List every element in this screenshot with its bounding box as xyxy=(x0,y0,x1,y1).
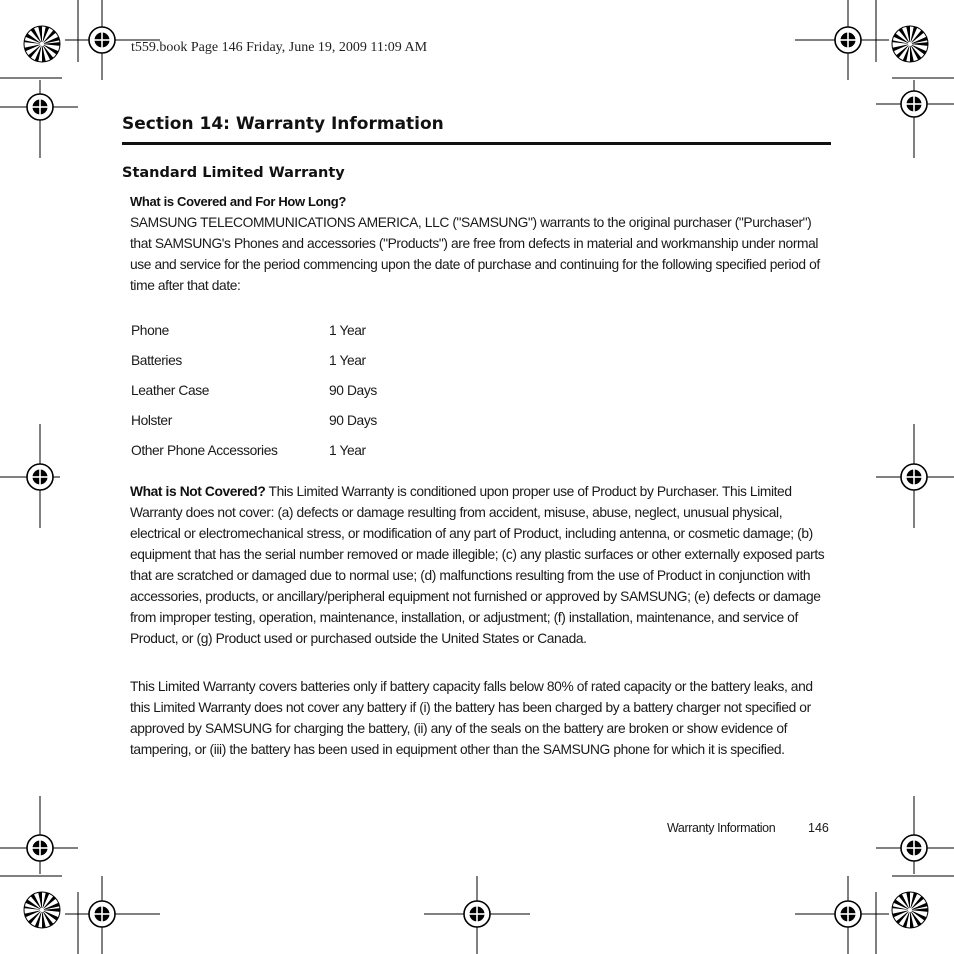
registration-mark-icon xyxy=(835,27,861,53)
table-row xyxy=(131,436,461,466)
table-item: Holster xyxy=(131,413,172,428)
footer-section-label: Warranty Information xyxy=(667,821,776,835)
table-item: Leather Case xyxy=(131,383,210,398)
not-covered-body: This Limited Warranty is conditioned upon proper use of Product by Purchaser. This Limited Warranty does not cover: (a) defects or damage resulting from accident, misuse, abuse, neglect, unusual physical, electrical or electromechanical stress, or modification of any part of Product, including antenna, or cosmetic damage; (b) equipment that has the serial number removed or made illegible; (c) any plastic surfaces or other externally exposed parts that are scratched or damaged due to normal use; (d) malfunctions resulting from the use of Product in conjunction with accessories, products, or ancillary/peripheral equipment not furnished or approved by SAMSUNG; (e) defects or damage from improper testing, operation, maintenance, installation, or adjustment; (f) installation, maintenance, and service of Product, or (g) Product used or purchased outside the United States or Canada. xyxy=(130,484,825,646)
table-period: 1 Year xyxy=(329,353,366,368)
registration-mark-icon xyxy=(901,835,927,861)
table-item: Other Phone Accessories xyxy=(131,443,278,458)
section-title: Section 14: Warranty Information xyxy=(122,114,444,134)
battery-paragraph: This Limited Warranty covers batteries only if battery capacity falls below 80% of rated capacity or the battery leaks, and this Limited Warranty does not cover any battery if (i) the battery has been charged by a battery charger not specified or approved by SAMSUNG for charging the battery, (ii) any of the seals on the battery are broken or show evidence of tampering, or (iii) the battery has been used in equipment other than the SAMSUNG phone for which it is specified. xyxy=(130,679,813,757)
star-target-icon xyxy=(892,26,928,62)
table-period: 90 Days xyxy=(329,383,377,398)
table-period: 1 Year xyxy=(329,323,366,338)
table-row xyxy=(131,346,461,376)
warranty-period-table xyxy=(131,316,461,466)
covered-question: What is Covered and For How Long? xyxy=(130,194,346,209)
subsection-title: Standard Limited Warranty xyxy=(122,165,345,181)
table-row xyxy=(131,376,461,406)
registration-mark-icon xyxy=(27,94,53,120)
star-target-icon xyxy=(24,26,60,62)
page-number: 146 xyxy=(808,821,829,835)
not-covered-question: What is Not Covered? xyxy=(130,484,266,499)
table-item: Batteries xyxy=(131,353,182,368)
covered-paragraph: SAMSUNG TELECOMMUNICATIONS AMERICA, LLC ("SAMSUNG") warrants to the original purchaser ("Purchaser") that SAMSUNG's Phones and accessories ("Products") are free from defects in material and workmanship under normal use and service for the period commencing upon the date of purchase and continuing for the following specified period of time after that date: xyxy=(130,215,820,293)
table-row xyxy=(131,316,461,346)
section-title-rule xyxy=(122,142,831,145)
star-target-icon xyxy=(892,892,928,928)
table-item: Phone xyxy=(131,323,169,338)
registration-mark-icon xyxy=(89,901,115,927)
star-target-icon xyxy=(24,892,60,928)
print-slug: t559.book Page 146 Friday, June 19, 2009 11:09 AM xyxy=(131,40,428,55)
not-covered-paragraph xyxy=(130,481,830,649)
registration-mark-icon xyxy=(27,835,53,861)
registration-mark-icon xyxy=(27,464,53,490)
registration-mark-icon xyxy=(901,464,927,490)
registration-mark-icon xyxy=(835,901,861,927)
registration-mark-icon xyxy=(89,27,115,53)
registration-mark-icon xyxy=(901,91,927,117)
table-period: 1 Year xyxy=(329,443,366,458)
registration-mark-icon xyxy=(464,901,490,927)
table-period: 90 Days xyxy=(329,413,377,428)
table-row xyxy=(131,406,461,436)
